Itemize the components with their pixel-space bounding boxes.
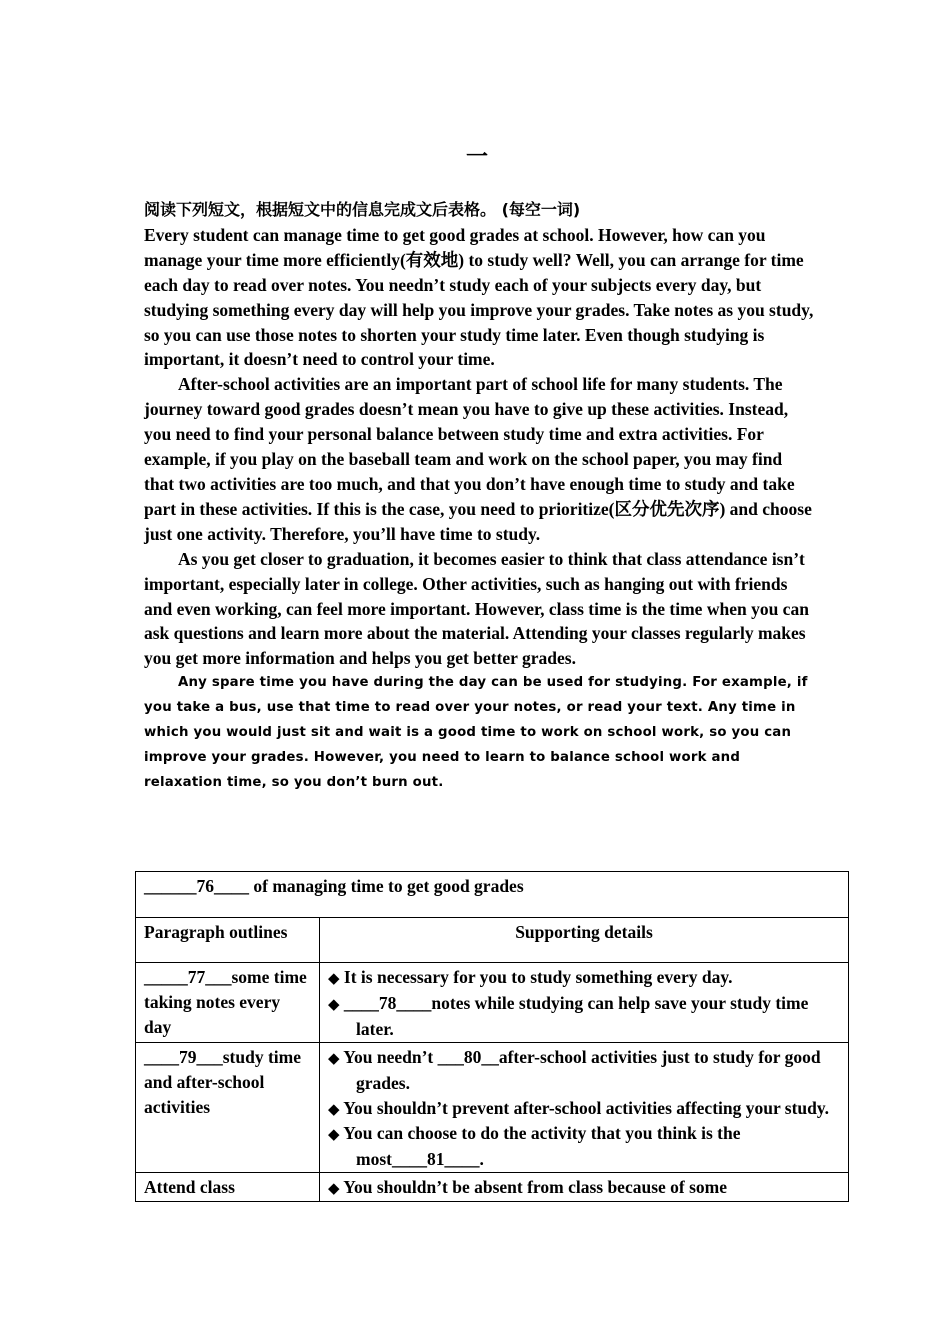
- detail-item: [328, 1121, 840, 1172]
- detail-text: You can choose to do the activity that you think is the most____81____.: [343, 1123, 741, 1170]
- diamond-bullet-icon: ◆: [328, 1048, 340, 1067]
- paragraph-4: Any spare time you have during the day can be used for studying. For example, if you take a bus, use that time to read over your notes, or read your text. Any time in which you would just sit and wait is a good time to work on school work, so you can improve your grades. However, you need to learn to balance school work and relaxation time, so you don’t burn out.: [144, 675, 808, 790]
- outline-cell: Attend class: [136, 1173, 320, 1202]
- paragraph-1: Every student can manage time to get good grades at school. However, how can you manage your time more efficiently(有效地) to study well? Well, you can arrange for time each day to read over notes. You needn’t study each of your subjects every day, but studying something every day will help you improve your grades. Take notes as you study, so you can use those notes to shorten your study time later. Even though studying is important, it doesn’t need to control your time.: [144, 224, 814, 370]
- table-row: [136, 1173, 849, 1202]
- details-cell: [320, 963, 849, 1043]
- detail-text: You shouldn’t be absent from class because of some: [343, 1177, 728, 1198]
- outline-table: [135, 871, 849, 1202]
- table-title-row: [136, 872, 849, 918]
- diamond-bullet-icon: ◆: [328, 1179, 340, 1198]
- detail-text: You shouldn’t prevent after-school activities affecting your study.: [343, 1097, 830, 1118]
- outline-cell: _____77___some time taking notes every day: [136, 963, 320, 1043]
- header-mark: 一: [466, 145, 489, 170]
- diamond-bullet-icon: ◆: [328, 969, 340, 987]
- detail-text: It is necessary for you to study something every day.: [343, 967, 733, 987]
- outline-cell: ____79___study time and after-school activities: [136, 1042, 320, 1173]
- detail-text: You needn’t ___80__after-school activities just to study for good grades.: [343, 1046, 821, 1093]
- diamond-bullet-icon: ◆: [328, 1099, 340, 1118]
- detail-item: [328, 1096, 840, 1122]
- detail-item: [328, 1175, 840, 1201]
- detail-item: [328, 965, 840, 991]
- table-row: [136, 963, 849, 1043]
- header-details: Supporting details: [320, 918, 849, 963]
- details-cell: [320, 1173, 849, 1202]
- instruction: 阅读下列短文，根据短文中的信息完成文后表格。 (每空一词): [144, 200, 581, 219]
- reading-passage: [144, 198, 816, 796]
- detail-text: ____78____notes while studying can help save your study time later.: [343, 992, 809, 1039]
- table-row: [136, 1042, 849, 1173]
- detail-item: [328, 1045, 840, 1096]
- header-outline: Paragraph outlines: [136, 918, 320, 963]
- diamond-bullet-icon: ◆: [328, 994, 340, 1013]
- diamond-bullet-icon: ◆: [328, 1125, 340, 1144]
- table-title: ______76____ of managing time to get good grades: [136, 872, 849, 918]
- detail-item: [328, 991, 840, 1042]
- paragraph-3: As you get closer to graduation, it becomes easier to think that class attendance isn’t important, especially later in college. Other activities, such as hanging out with friends and even working, can feel more important. However, class time is the time when you can ask questions and learn more about the material. Attending your classes regularly makes you get more information and helps you get better grades.: [144, 548, 809, 669]
- table-header-row: [136, 918, 849, 963]
- details-cell: [320, 1042, 849, 1173]
- paragraph-2: After-school activities are an important part of school life for many students. The journey toward good grades doesn’t mean you have to give up these activities. Instead, you need to find your personal balance between study time and extra activities. For example, if you play on the baseball team and work on the school paper, you may find that two activities are too much, and that you don’t have enough time to study and take part in these activities. If this is the case, you need to prioritize(区分优先次序) and choose just one activity. Therefore, you’ll have time to study.: [144, 374, 812, 544]
